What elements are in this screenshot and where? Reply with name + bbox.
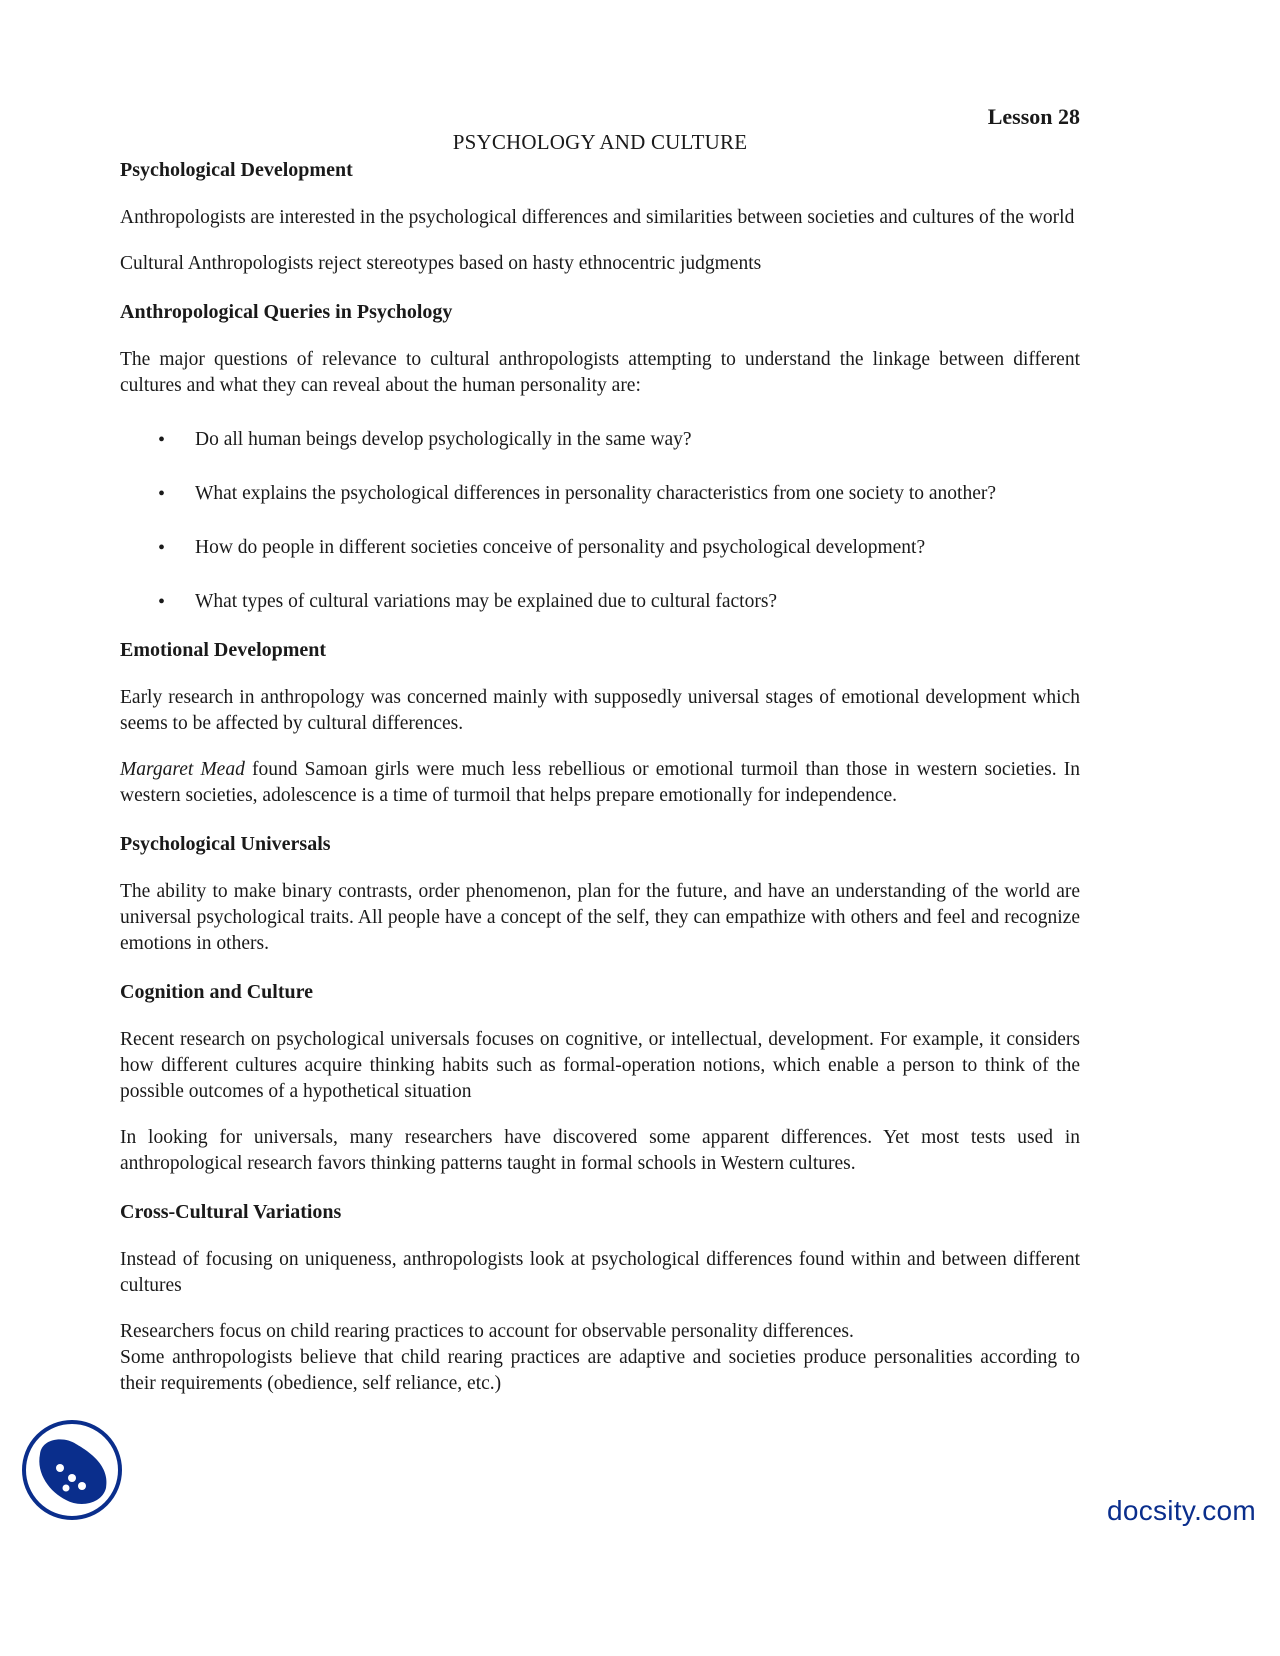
- section-heading-emotional-development: Emotional Development: [120, 639, 327, 661]
- section-heading-cognition-and-culture: Cognition and Culture: [120, 981, 314, 1003]
- list-item-text: How do people in different societies conceive of personality and psychological development?: [195, 537, 926, 558]
- question-list: [120, 427, 1080, 615]
- list-item: [120, 481, 1080, 507]
- paragraph: Instead of focusing on uniqueness, anthropologists look at psychological differences found within and between different cultures: [120, 1249, 1080, 1296]
- paragraph: Recent research on psychological universals focuses on cognitive, or intellectual, development. For example, it considers how different cultures acquire thinking habits such as formal-operation notions, which enable a person to think of the possible outcomes of a hypothetical situation: [120, 1029, 1080, 1102]
- bullet-icon: •: [158, 429, 166, 451]
- section-heading-psychological-universals: Psychological Universals: [120, 833, 331, 855]
- list-item: [120, 427, 1080, 453]
- list-item: [120, 535, 1080, 561]
- document-body: [120, 155, 1080, 1397]
- section-heading-psychological-development: Psychological Development: [120, 159, 353, 181]
- list-item-text: What explains the psychological differences in personality characteristics from one society to another?: [195, 483, 997, 504]
- paragraph-text: found Samoan girls were much less rebellious or emotional turmoil than those in western societies. In western societies, adolescence is a time of turmoil that helps prepare emotionally for independence.: [120, 759, 1080, 806]
- paragraph: In looking for universals, many researchers have discovered some apparent differences. Yet most tests used in anthropological research favors thinking patterns taught in formal schools in Western cultures.: [120, 1127, 1080, 1174]
- section-heading-anthropological-queries: Anthropological Queries in Psychology: [120, 301, 453, 323]
- lesson-number: Lesson 28: [987, 104, 1080, 129]
- docsity-brand-text[interactable]: docsity.com: [1106, 1495, 1256, 1526]
- paragraph: Some anthropologists believe that child rearing practices are adaptive and societies produce personalities according to their requirements (obedience, self reliance, etc.): [120, 1347, 1080, 1394]
- docsity-logo-icon: [20, 1418, 124, 1522]
- paragraph: [120, 757, 1080, 809]
- bullet-icon: •: [158, 483, 166, 505]
- paragraph: The ability to make binary contrasts, order phenomenon, plan for the future, and have an understanding of the world are universal psychological traits. All people have a concept of the self, they can empathize with others and feel and recognize emotions in others.: [120, 881, 1080, 954]
- list-item-text: What types of cultural variations may be explained due to cultural factors?: [195, 591, 778, 612]
- section-heading-cross-cultural-variations: Cross-Cultural Variations: [120, 1201, 342, 1223]
- paragraph: Researchers focus on child rearing practices to account for observable personality differences.: [120, 1321, 854, 1342]
- bullet-icon: •: [158, 537, 166, 559]
- person-name: Margaret Mead: [120, 759, 245, 780]
- paragraph: Early research in anthropology was concerned mainly with supposedly universal stages of emotional development which seems to be affected by cultural differences.: [120, 687, 1080, 734]
- list-item-text: Do all human beings develop psychologically in the same way?: [195, 429, 692, 450]
- list-item: [120, 589, 1080, 615]
- paragraph: The major questions of relevance to cultural anthropologists attempting to understand the linkage between different cultures and what they can reveal about the human personality are:: [120, 349, 1080, 396]
- paragraph: Anthropologists are interested in the psychological differences and similarities between societies and cultures of the world: [120, 207, 1075, 228]
- paragraph: Cultural Anthropologists reject stereotypes based on hasty ethnocentric judgments: [120, 253, 762, 274]
- document-title: PSYCHOLOGY AND CULTURE: [452, 130, 748, 154]
- bullet-icon: •: [158, 591, 166, 613]
